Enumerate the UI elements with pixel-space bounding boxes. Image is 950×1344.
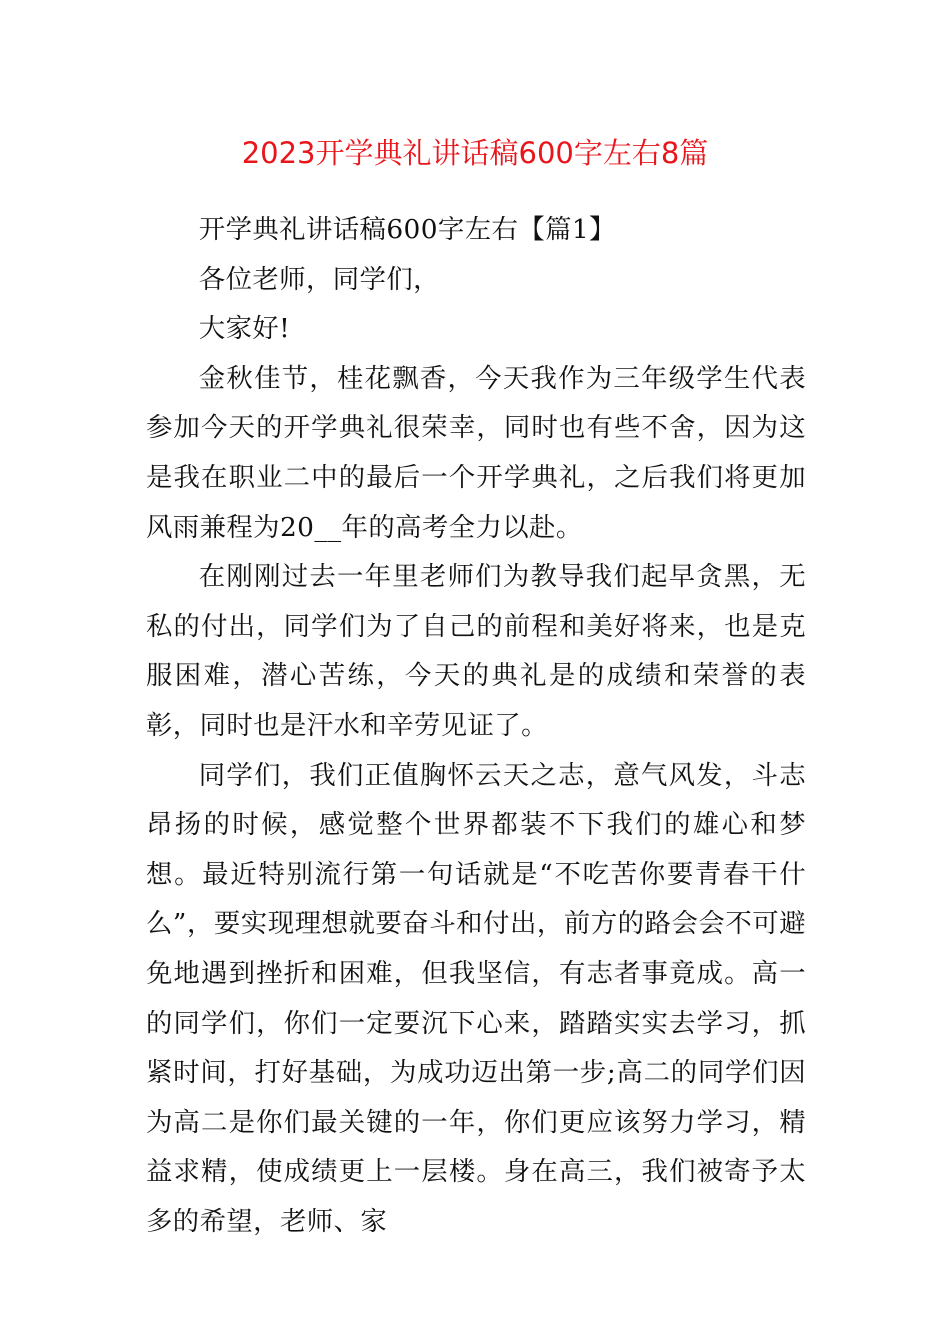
document-title: 2023开学典礼讲话稿600字左右8篇 xyxy=(241,136,709,170)
paragraph: 在刚刚过去一年里老师们为教导我们起早贪黑，无私的付出，同学们为了自己的前程和美好将来，也是克服困难，潜心苦练，今天的典礼是的成绩和荣誉的表彰，同时也是汗水和辛劳见证了。 xyxy=(146,561,806,741)
salutation: 各位老师，同学们， xyxy=(198,263,440,295)
paragraph: 金秋佳节，桂花飘香，今天我作为三年级学生代表参加今天的开学典礼很荣幸，同时也有些不舍，因为这是我在职业二中的最后一个开学典礼，之后我们将更加风雨兼程为20__年的高考全力以赴。 xyxy=(146,362,806,543)
greeting: 大家好! xyxy=(198,313,291,345)
paragraph: 同学们，我们正值胸怀云天之志，意气风发，斗志昂扬的时候，感觉整个世界都装不下我们的雄心和梦想。最近特别流行第一句话就是“不吃苦你要青春干什么”，要实现理想就要奋斗和付出，前方的路会会不可避免地遇到挫折和困难，但我坚信，有志者事竟成。高一的同学们，你们一定要沉下心来，踏踏实实去学习，抓紧时间，打好基础，为成功迈出第一步;高二的同学们因为高二是你们最关键的一年，你们更应该努力学习，精益求精，使成绩更上一层楼。身在高三，我们被寄予太多的希望，老师、家 xyxy=(146,759,806,1237)
document-body xyxy=(146,205,806,1246)
section-heading: 开学典礼讲话稿600字左右【篇1】 xyxy=(198,214,616,245)
